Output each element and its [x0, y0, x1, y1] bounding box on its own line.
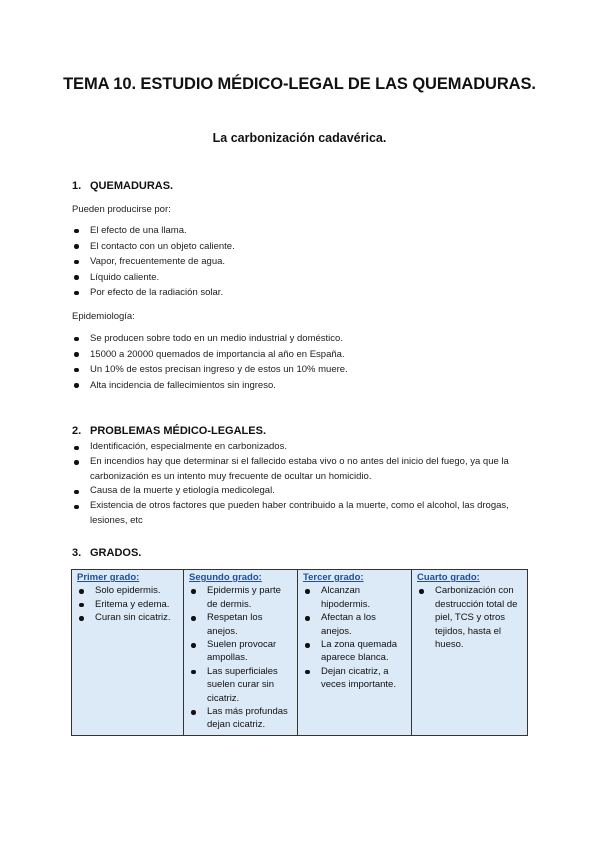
section-title: QUEMADURAS.	[90, 180, 174, 192]
list-item: Causa de la muerte y etiología medicolegal.	[72, 484, 534, 499]
list-item: Las superficiales suelen curar sin cicatriz.	[189, 665, 293, 705]
grade-title: Tercer grado:	[303, 572, 364, 583]
list-item: Identificación, especialmente en carbonizados.	[72, 440, 534, 455]
list-item: Alcanzan hipodermis.	[303, 584, 407, 611]
grade-title: Primer grado:	[77, 572, 140, 583]
grade-items	[417, 584, 523, 651]
list-item: Líquido caliente.	[72, 270, 532, 286]
document-title: TEMA 10. ESTUDIO MÉDICO-LEGAL DE LAS QUEMADURAS.	[63, 75, 536, 93]
list-item: Por efecto de la radiación solar.	[72, 285, 532, 301]
list-item: Se producen sobre todo en un medio industrial y doméstico.	[72, 331, 532, 347]
grade-title: Cuarto grado:	[417, 572, 480, 583]
list-item: Las más profundas dejan cicatriz.	[189, 705, 293, 732]
epidemiology-list	[72, 331, 532, 393]
grade-cell-third	[298, 570, 412, 736]
list-item: Alta incidencia de fallecimientos sin ingreso.	[72, 378, 532, 394]
grade-items	[303, 584, 407, 691]
list-item: Carbonización con destrucción total de piel, TCS y otros tejidos, hasta el hueso.	[417, 584, 523, 651]
grade-cell-first	[72, 570, 184, 736]
section-number: 2.	[72, 425, 82, 437]
list-item: En incendios hay que determinar si el fallecido estaba vivo o no antes del inicio del fuego, ya que la carbonización es un intento muy frecuente de ocultar un homicidio.	[72, 455, 534, 485]
list-item: Existencia de otros factores que pueden haber contribuido a la muerte, como el alcohol, las drogas, lesiones, etc	[72, 499, 534, 529]
list-item: Afectan a los anejos.	[303, 611, 407, 638]
list-item: Solo epidermis.	[77, 584, 179, 597]
grade-title: Segundo grado:	[189, 572, 262, 583]
section-2-heading	[72, 424, 266, 438]
list-item: Respetan los anejos.	[189, 611, 293, 638]
section-title: PROBLEMAS MÉDICO-LEGALES.	[90, 425, 267, 437]
list-item: Eritema y edema.	[77, 598, 179, 611]
legal-problems-list	[72, 440, 534, 529]
burn-grades-table	[71, 569, 528, 736]
list-item: Curan sin cicatriz.	[77, 611, 179, 624]
list-item: Epidermis y parte de dermis.	[189, 584, 293, 611]
list-item: El contacto con un objeto caliente.	[72, 239, 532, 255]
causes-intro: Pueden producirse por:	[72, 204, 171, 215]
section-title: GRADOS.	[90, 547, 142, 559]
section-1-heading	[72, 179, 173, 193]
section-number: 3.	[72, 547, 82, 559]
list-item: Suelen provocar ampollas.	[189, 638, 293, 665]
grade-cell-second	[184, 570, 298, 736]
causes-list	[72, 223, 532, 301]
list-item: Vapor, frecuentemente de agua.	[72, 254, 532, 270]
grade-items	[77, 584, 179, 624]
section-number: 1.	[72, 180, 82, 192]
document-subtitle: La carbonización cadavérica.	[212, 131, 387, 145]
list-item: Dejan cicatriz, a veces importante.	[303, 665, 407, 692]
grade-cell-fourth	[412, 570, 528, 736]
list-item: Un 10% de estos precisan ingreso y de estos un 10% muere.	[72, 362, 532, 378]
section-3-heading	[72, 546, 141, 560]
list-item: 15000 a 20000 quemados de importancia al año en España.	[72, 347, 532, 363]
grade-items	[189, 584, 293, 731]
table-row	[72, 570, 528, 736]
list-item: El efecto de una llama.	[72, 223, 532, 239]
epidemiology-label: Epidemiología:	[72, 311, 135, 322]
list-item: La zona quemada aparece blanca.	[303, 638, 407, 665]
